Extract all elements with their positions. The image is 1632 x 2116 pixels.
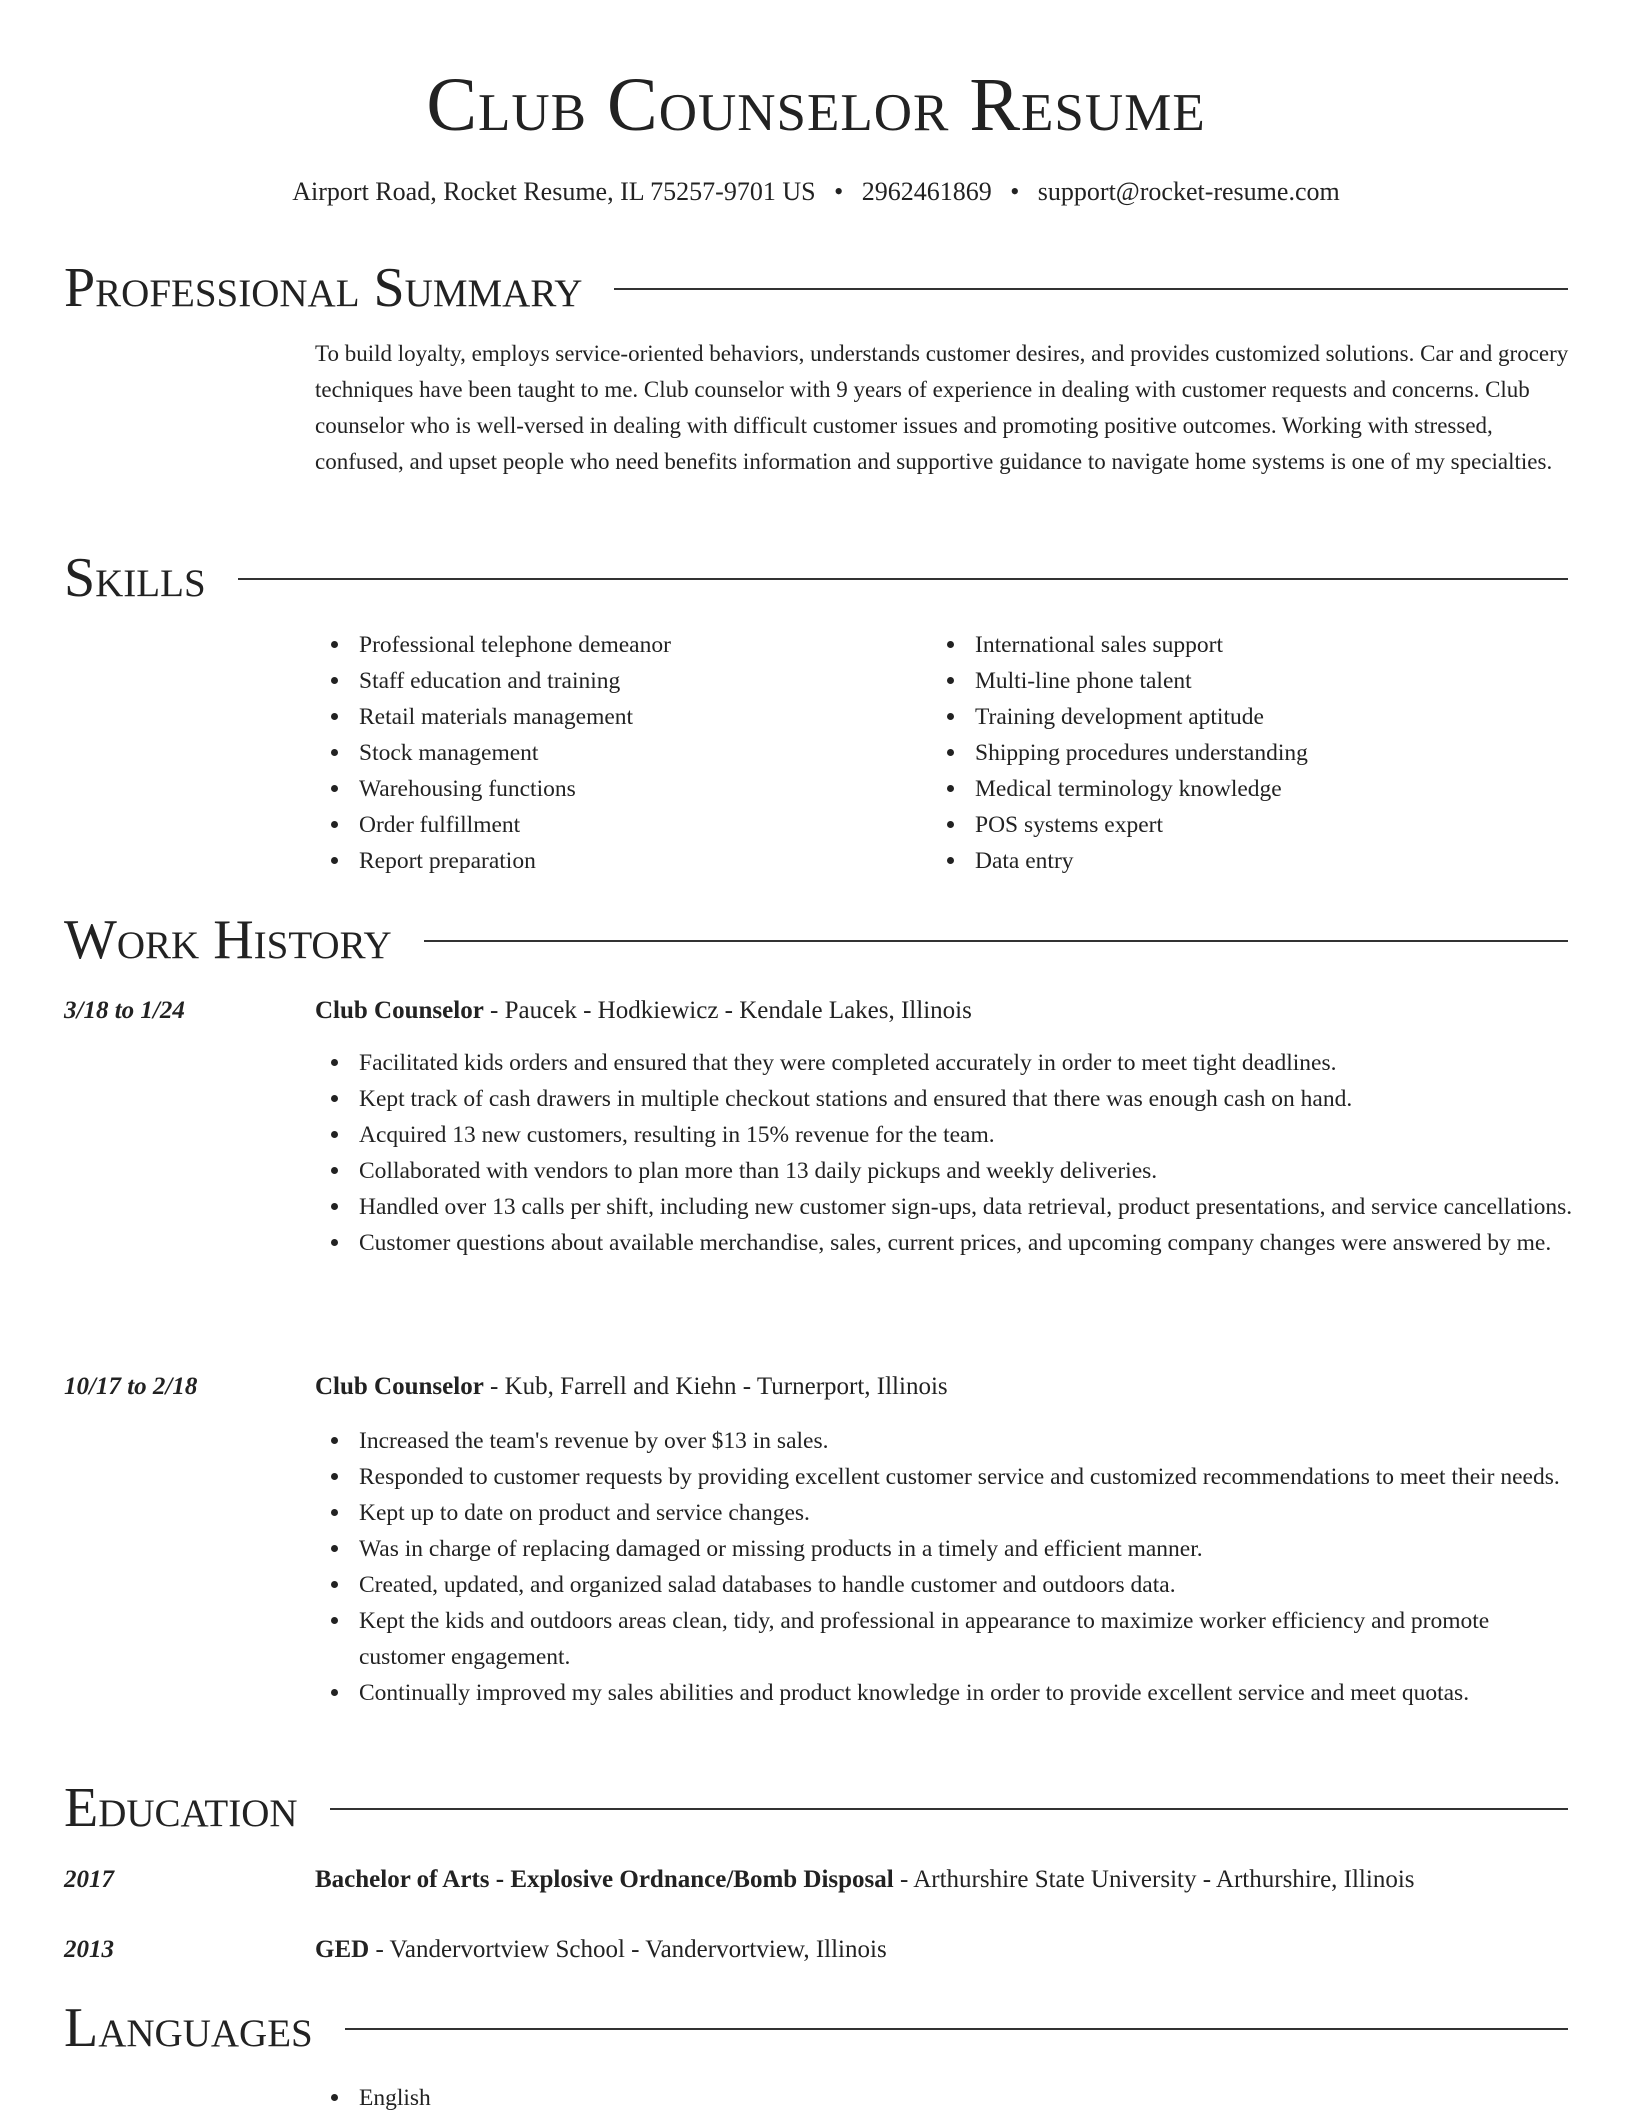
section-title: Professional Summary xyxy=(64,257,583,319)
education-degree: Bachelor of Arts - Explosive Ordnance/Bomb Disposal xyxy=(315,1866,894,1893)
education-degree: GED xyxy=(315,1936,370,1963)
contact-phone: 2962461869 xyxy=(861,177,992,206)
skill-item: Training development aptitude xyxy=(931,699,1571,735)
list-item: Kept track of cash drawers in multiple checkout stations and ensured that there was enough cash on hand. xyxy=(315,1081,1575,1117)
job-title: Club Counselor xyxy=(315,997,484,1024)
job-employer: - Kub, Farrell and Kiehn - Turnerport, Illinois xyxy=(483,1373,948,1400)
list-item: Increased the team's revenue by over $13 in sales. xyxy=(315,1423,1575,1459)
section-title: Languages xyxy=(64,1997,313,2059)
contact-separator: • xyxy=(834,177,844,206)
section-divider xyxy=(614,288,1568,290)
education-year: 2017 xyxy=(64,1866,114,1893)
section-header-work-history xyxy=(64,908,1568,972)
job-dates: 3/18 to 1/24 xyxy=(64,997,185,1024)
page-title: Club Counselor Resume xyxy=(426,63,1206,147)
contact-separator: • xyxy=(1010,177,1020,206)
list-item: Responded to customer requests by providing excellent customer service and customized recommendations to meet their needs. xyxy=(315,1459,1575,1495)
list-item: Acquired 13 new customers, resulting in 15% revenue for the team. xyxy=(315,1117,1575,1153)
skill-item: Warehousing functions xyxy=(315,771,915,807)
list-item: Facilitated kids orders and ensured that they were completed accurately in order to meet tight deadlines. xyxy=(315,1045,1575,1081)
list-item: Created, updated, and organized salad databases to handle customer and outdoors data. xyxy=(315,1567,1575,1603)
section-divider xyxy=(345,2028,1568,2030)
job-bullets xyxy=(315,1045,1575,1261)
skills-list-left xyxy=(315,627,915,879)
skill-item: POS systems expert xyxy=(931,807,1571,843)
list-item: Continually improved my sales abilities and product knowledge in order to provide excellent service and meet quotas. xyxy=(315,1675,1575,1711)
job-heading xyxy=(315,993,972,1029)
list-item: Kept up to date on product and service changes. xyxy=(315,1495,1575,1531)
education-year: 2013 xyxy=(64,1936,114,1963)
contact-line xyxy=(0,172,1632,212)
skill-item: Staff education and training xyxy=(315,663,915,699)
list-item: Was in charge of replacing damaged or missing products in a timely and efficient manner. xyxy=(315,1531,1575,1567)
skills-list-right xyxy=(931,627,1571,879)
language-item: English xyxy=(315,2080,915,2116)
skill-item: Medical terminology knowledge xyxy=(931,771,1571,807)
section-header-languages xyxy=(64,1996,1568,2060)
skill-item: Retail materials management xyxy=(315,699,915,735)
section-divider xyxy=(330,1808,1568,1810)
skill-item: Data entry xyxy=(931,843,1571,879)
section-divider xyxy=(238,578,1568,580)
skill-item: Report preparation xyxy=(315,843,915,879)
section-header-summary xyxy=(64,256,1568,320)
education-entry xyxy=(315,1862,1415,1898)
education-entry xyxy=(315,1932,887,1968)
section-title: Education xyxy=(64,1777,298,1839)
section-title: Skills xyxy=(64,547,206,609)
languages-list xyxy=(315,2080,915,2116)
list-item: Collaborated with vendors to plan more than 13 daily pickups and weekly deliveries. xyxy=(315,1153,1575,1189)
list-item: Handled over 13 calls per shift, including new customer sign-ups, data retrieval, product presentations, and service cancellations. xyxy=(315,1189,1575,1225)
list-item: Customer questions about available merchandise, sales, current prices, and upcoming company changes were answered by me. xyxy=(315,1225,1575,1261)
skill-item: Professional telephone demeanor xyxy=(315,627,915,663)
skill-item: Stock management xyxy=(315,735,915,771)
education-school: - Vandervortview School - Vandervortview, Illinois xyxy=(369,1936,887,1963)
skill-item: Order fulfillment xyxy=(315,807,915,843)
job-bullets xyxy=(315,1423,1575,1711)
job-dates: 10/17 to 2/18 xyxy=(64,1373,198,1400)
section-divider xyxy=(424,940,1568,942)
list-item: Kept the kids and outdoors areas clean, tidy, and professional in appearance to maximize worker efficiency and promote customer engagement. xyxy=(315,1603,1575,1675)
education-school: - Arthurshire State University - Arthurshire, Illinois xyxy=(893,1866,1415,1893)
skill-item: International sales support xyxy=(931,627,1571,663)
summary-text: To build loyalty, employs service-oriented behaviors, understands customer desires, and provides customized solutions. Car and grocery techniques have been taught to me. Club counselor with 9 years of experience in dealing with customer requests and concerns. Club counselor who is well-versed in dealing with difficult customer issues and promoting positive outcomes. Working with stressed, confused, and upset people who need benefits information and supportive guidance to navigate home systems is one of my specialties. xyxy=(315,341,1569,474)
section-title: Work History xyxy=(64,909,392,971)
skill-item: Shipping procedures understanding xyxy=(931,735,1571,771)
section-header-skills xyxy=(64,546,1568,610)
job-title: Club Counselor xyxy=(315,1373,484,1400)
contact-email: support@rocket-resume.com xyxy=(1037,177,1340,206)
contact-address: Airport Road, Rocket Resume, IL 75257-9701 US xyxy=(292,177,816,206)
section-header-education xyxy=(64,1776,1568,1840)
skill-item: Multi-line phone talent xyxy=(931,663,1571,699)
job-employer: - Paucek - Hodkiewicz - Kendale Lakes, Illinois xyxy=(483,997,972,1024)
job-heading xyxy=(315,1369,948,1405)
